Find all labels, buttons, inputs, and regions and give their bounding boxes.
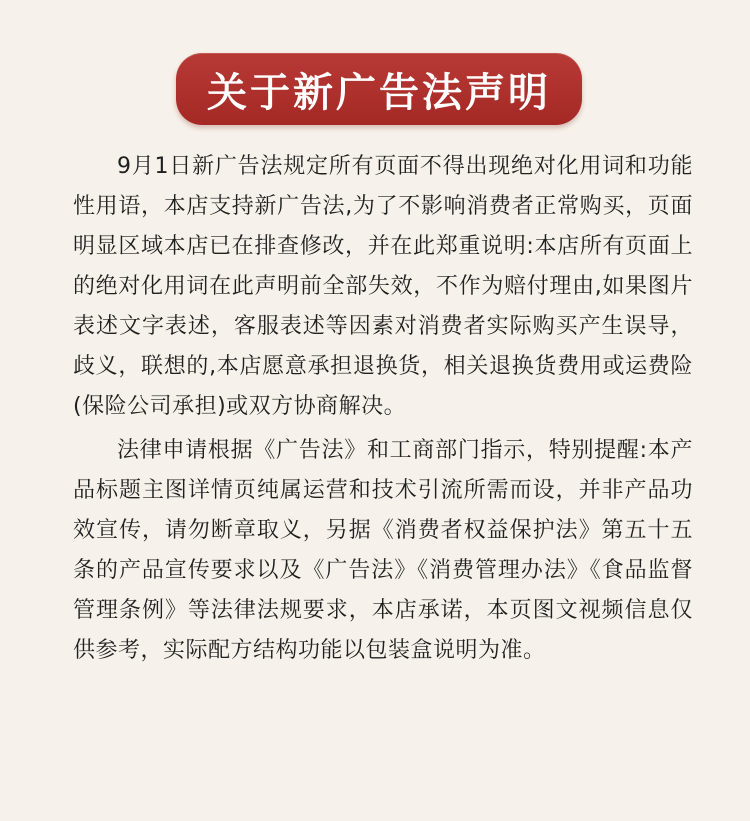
statement-paragraph: 法律申请根据《广告法》和工商部门指示，特别提醒:本产品标题主图详情页纯属运营和技术引流所需而设，并非产品功效宣传，请勿断章取义，另据《消费者权益保护法》第五十五条的产品宣传要求以及《广告法》《消费管理办法》《食品监督管理条例》等法律法规要求，本店承诺，本页图文视频信息仅供参考，实际配方结构功能以包装盒说明为准。 — [73, 438, 693, 663]
page-title: 关于新广告法声明 — [207, 69, 551, 116]
statement-body — [73, 147, 693, 675]
statement-paragraph: 9月1日新广告法规定所有页面不得出现绝对化用词和功能性用语，本店支持新广告法,为了不影响消费者正常购买，页面明显区域本店已在排查修改，并在此郑重说明:本店所有页面上的绝对化用词在此声明前全部失效，不作为赔付理由,如果图片表述文字表述，客服表述等因素对消费者实际购买产生误导，歧义，联想的,本店愿意承担退换货，相关退换货费用或运费险(保险公司承担)或双方协商解决。 — [73, 154, 693, 419]
title-banner — [176, 53, 582, 125]
